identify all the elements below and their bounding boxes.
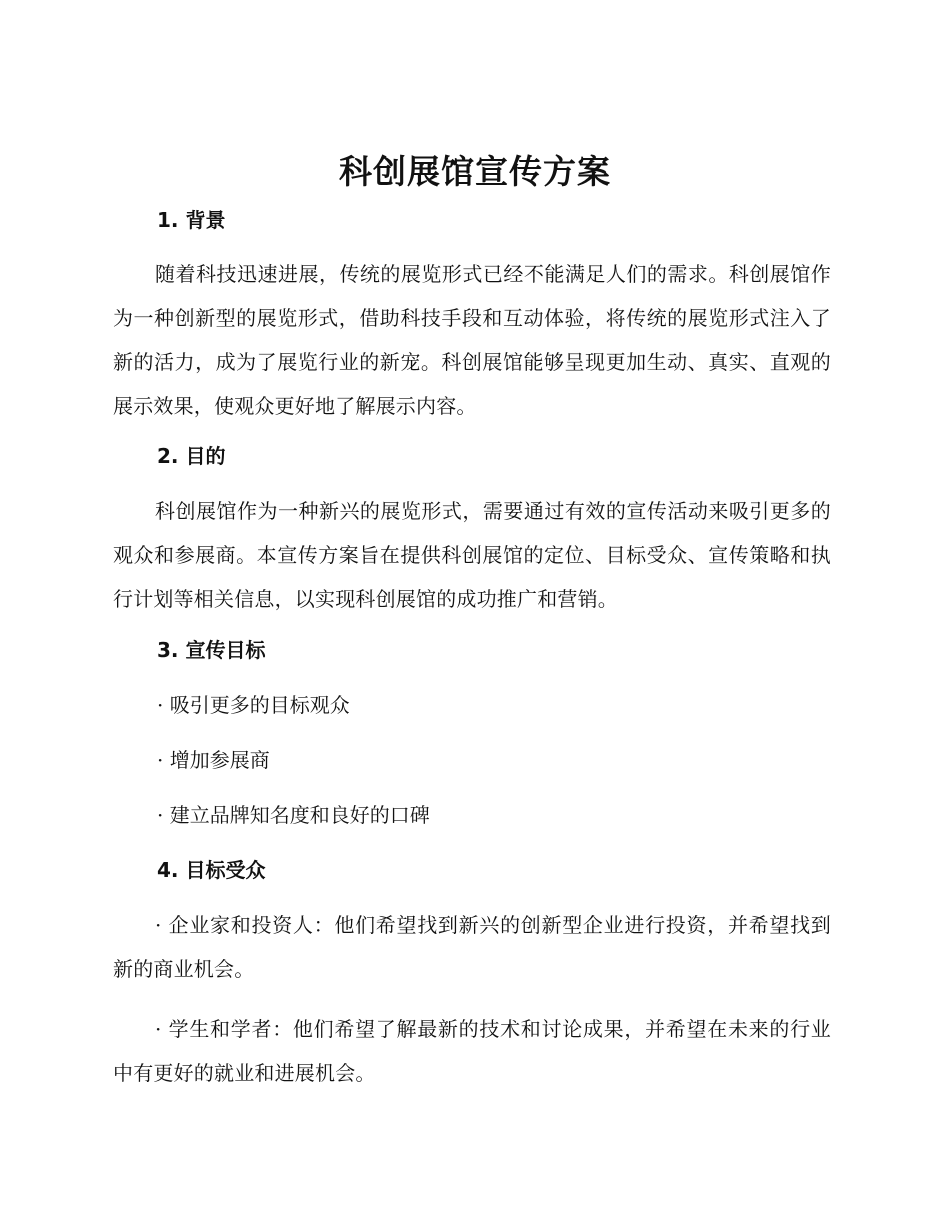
section-heading-audience: 4. 目标受众 — [157, 858, 266, 882]
section-heading-goals: 3. 宣传目标 — [157, 638, 266, 662]
goal-bullet-item: · 增加参展商 — [157, 748, 270, 772]
section-heading-purpose: 2. 目的 — [157, 444, 226, 468]
section-heading-background: 1. 背景 — [157, 208, 226, 232]
purpose-paragraph: 科创展馆作为一种新兴的展览形式，需要通过有效的宣传活动来吸引更多的观众和参展商。本宣传方案旨在提供科创展馆的定位、目标受众、宣传策略和执行计划等相关信息，以实现科创展馆的成功推广和营销。 — [113, 499, 831, 611]
audience-paragraph-investors: · 企业家和投资人：他们希望找到新兴的创新型企业进行投资，并希望找到新的商业机会。 — [113, 913, 831, 981]
goal-bullet-item: · 吸引更多的目标观众 — [157, 693, 350, 717]
audience-paragraph-students: · 学生和学者：他们希望了解最新的技术和讨论成果，并希望在未来的行业中有更好的就业和进展机会。 — [113, 1017, 831, 1085]
document-title: 科创展馆宣传方案 — [339, 152, 611, 191]
background-paragraph: 随着科技迅速进展，传统的展览形式已经不能满足人们的需求。科创展馆作为一种创新型的展览形式，借助科技手段和互动体验，将传统的展览形式注入了新的活力，成为了展览行业的新宠。科创展馆能够呈现更加生动、真实、直观的展示效果，使观众更好地了解展示内容。 — [113, 262, 831, 418]
goal-bullet-item: · 建立品牌知名度和良好的口碑 — [157, 803, 430, 827]
